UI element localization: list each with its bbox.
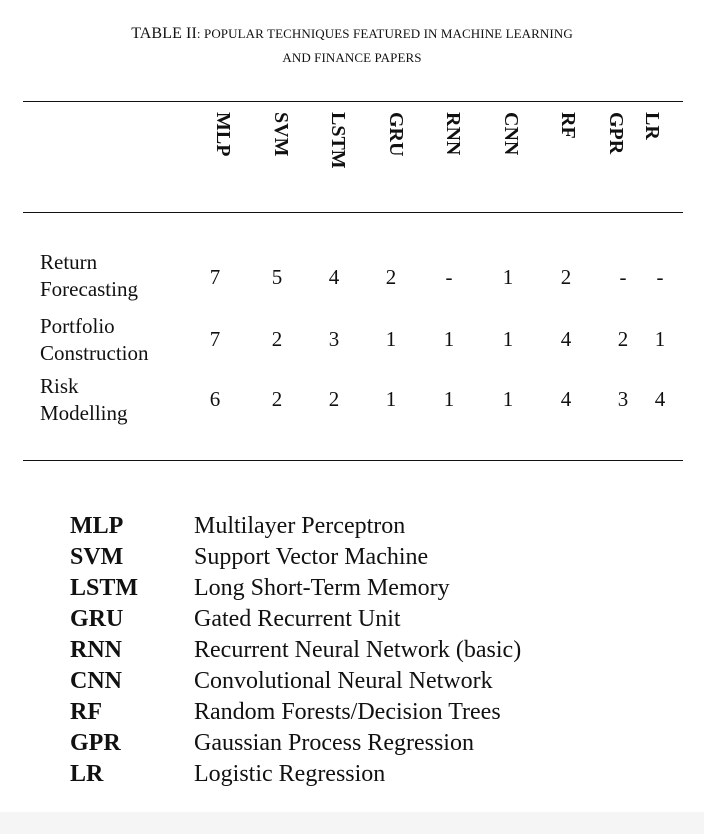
table-cell: 1: [385, 387, 397, 411]
legend-description: Long Short-Term Memory: [194, 575, 450, 601]
legend-abbreviation: CNN: [70, 668, 122, 694]
legend-description: Multilayer Perceptron: [194, 513, 406, 539]
row-label-line: Return: [40, 250, 98, 274]
column-header-rnn: RNN: [442, 112, 464, 156]
table-caption: [20, 22, 684, 70]
table-cell: 1: [502, 265, 514, 289]
legend-description: Random Forests/Decision Trees: [194, 699, 501, 725]
table-cell: 2: [271, 327, 283, 351]
table-cell: 7: [209, 265, 221, 289]
column-header-cnn: CNN: [500, 112, 522, 156]
legend-description: Convolutional Neural Network: [194, 668, 493, 694]
legend-abbreviation: GRU: [70, 606, 124, 632]
table-cell: 4: [654, 387, 666, 411]
table-cell: -: [445, 265, 453, 289]
table-cell: 2: [560, 265, 572, 289]
page-bottom-band: [0, 812, 704, 834]
row-label-line: Risk: [40, 374, 79, 398]
column-header-rf: RF: [557, 112, 579, 139]
table-cell: 1: [654, 327, 666, 351]
table-cell: 1: [443, 327, 455, 351]
table-cell: 3: [328, 327, 340, 351]
table-cell: 7: [209, 327, 221, 351]
legend-abbreviation: LR: [70, 761, 104, 787]
row-label-portfolio-construction: [40, 313, 190, 367]
table-cell: 4: [560, 387, 572, 411]
legend-abbreviation: SVM: [70, 544, 124, 570]
table-cell: -: [619, 265, 627, 289]
legend-description: Logistic Regression: [194, 761, 386, 787]
table-cell: -: [656, 265, 664, 289]
table-cell: 1: [385, 327, 397, 351]
legend-description: Support Vector Machine: [194, 544, 429, 570]
row-label-line: Modelling: [40, 401, 128, 425]
column-header-lr: LR: [641, 112, 663, 140]
legend-abbreviation: MLP: [70, 513, 124, 539]
table-top-rule: [23, 101, 683, 102]
table-caption-label: TABLE II: [131, 25, 197, 42]
table-cell: 1: [502, 387, 514, 411]
legend-description: Gaussian Process Regression: [194, 730, 474, 756]
table-caption-title-line1: : POPULAR TECHNIQUES FEATURED IN MACHINE LEARNING: [196, 26, 573, 41]
row-label-return-forecasting: [40, 249, 190, 303]
table-cell: 2: [385, 265, 397, 289]
table-cell: 3: [617, 387, 629, 411]
legend-abbreviation: RF: [70, 699, 102, 725]
legend-description: Recurrent Neural Network (basic): [194, 637, 522, 663]
table-cell: 2: [328, 387, 340, 411]
row-label-risk-modelling: [40, 373, 190, 427]
legend-abbreviation: LSTM: [70, 575, 139, 601]
table-cell: 2: [271, 387, 283, 411]
table-caption-title-line2: AND FINANCE PAPERS: [282, 50, 422, 65]
row-label-line: Portfolio: [40, 314, 115, 338]
legend-abbreviation: RNN: [70, 637, 122, 663]
table-cell: 4: [560, 327, 572, 351]
table-cell: 5: [271, 265, 283, 289]
table-bottom-rule: [23, 460, 683, 461]
table-cell: 1: [502, 327, 514, 351]
table-cell: 6: [209, 387, 221, 411]
row-label-line: Forecasting: [40, 277, 138, 301]
column-header-mlp: MLP: [212, 112, 234, 157]
table-cell: 1: [443, 387, 455, 411]
row-label-line: Construction: [40, 341, 149, 365]
table-cell: 2: [617, 327, 629, 351]
column-header-lstm: LSTM: [327, 112, 349, 169]
column-header-gpr: GPR: [605, 112, 627, 155]
table-header-rule: [23, 212, 683, 213]
column-header-svm: SVM: [270, 112, 292, 157]
legend-description: Gated Recurrent Unit: [194, 606, 401, 632]
legend-abbreviation: GPR: [70, 730, 121, 756]
column-header-gru: GRU: [385, 112, 407, 157]
table-cell: 4: [328, 265, 340, 289]
